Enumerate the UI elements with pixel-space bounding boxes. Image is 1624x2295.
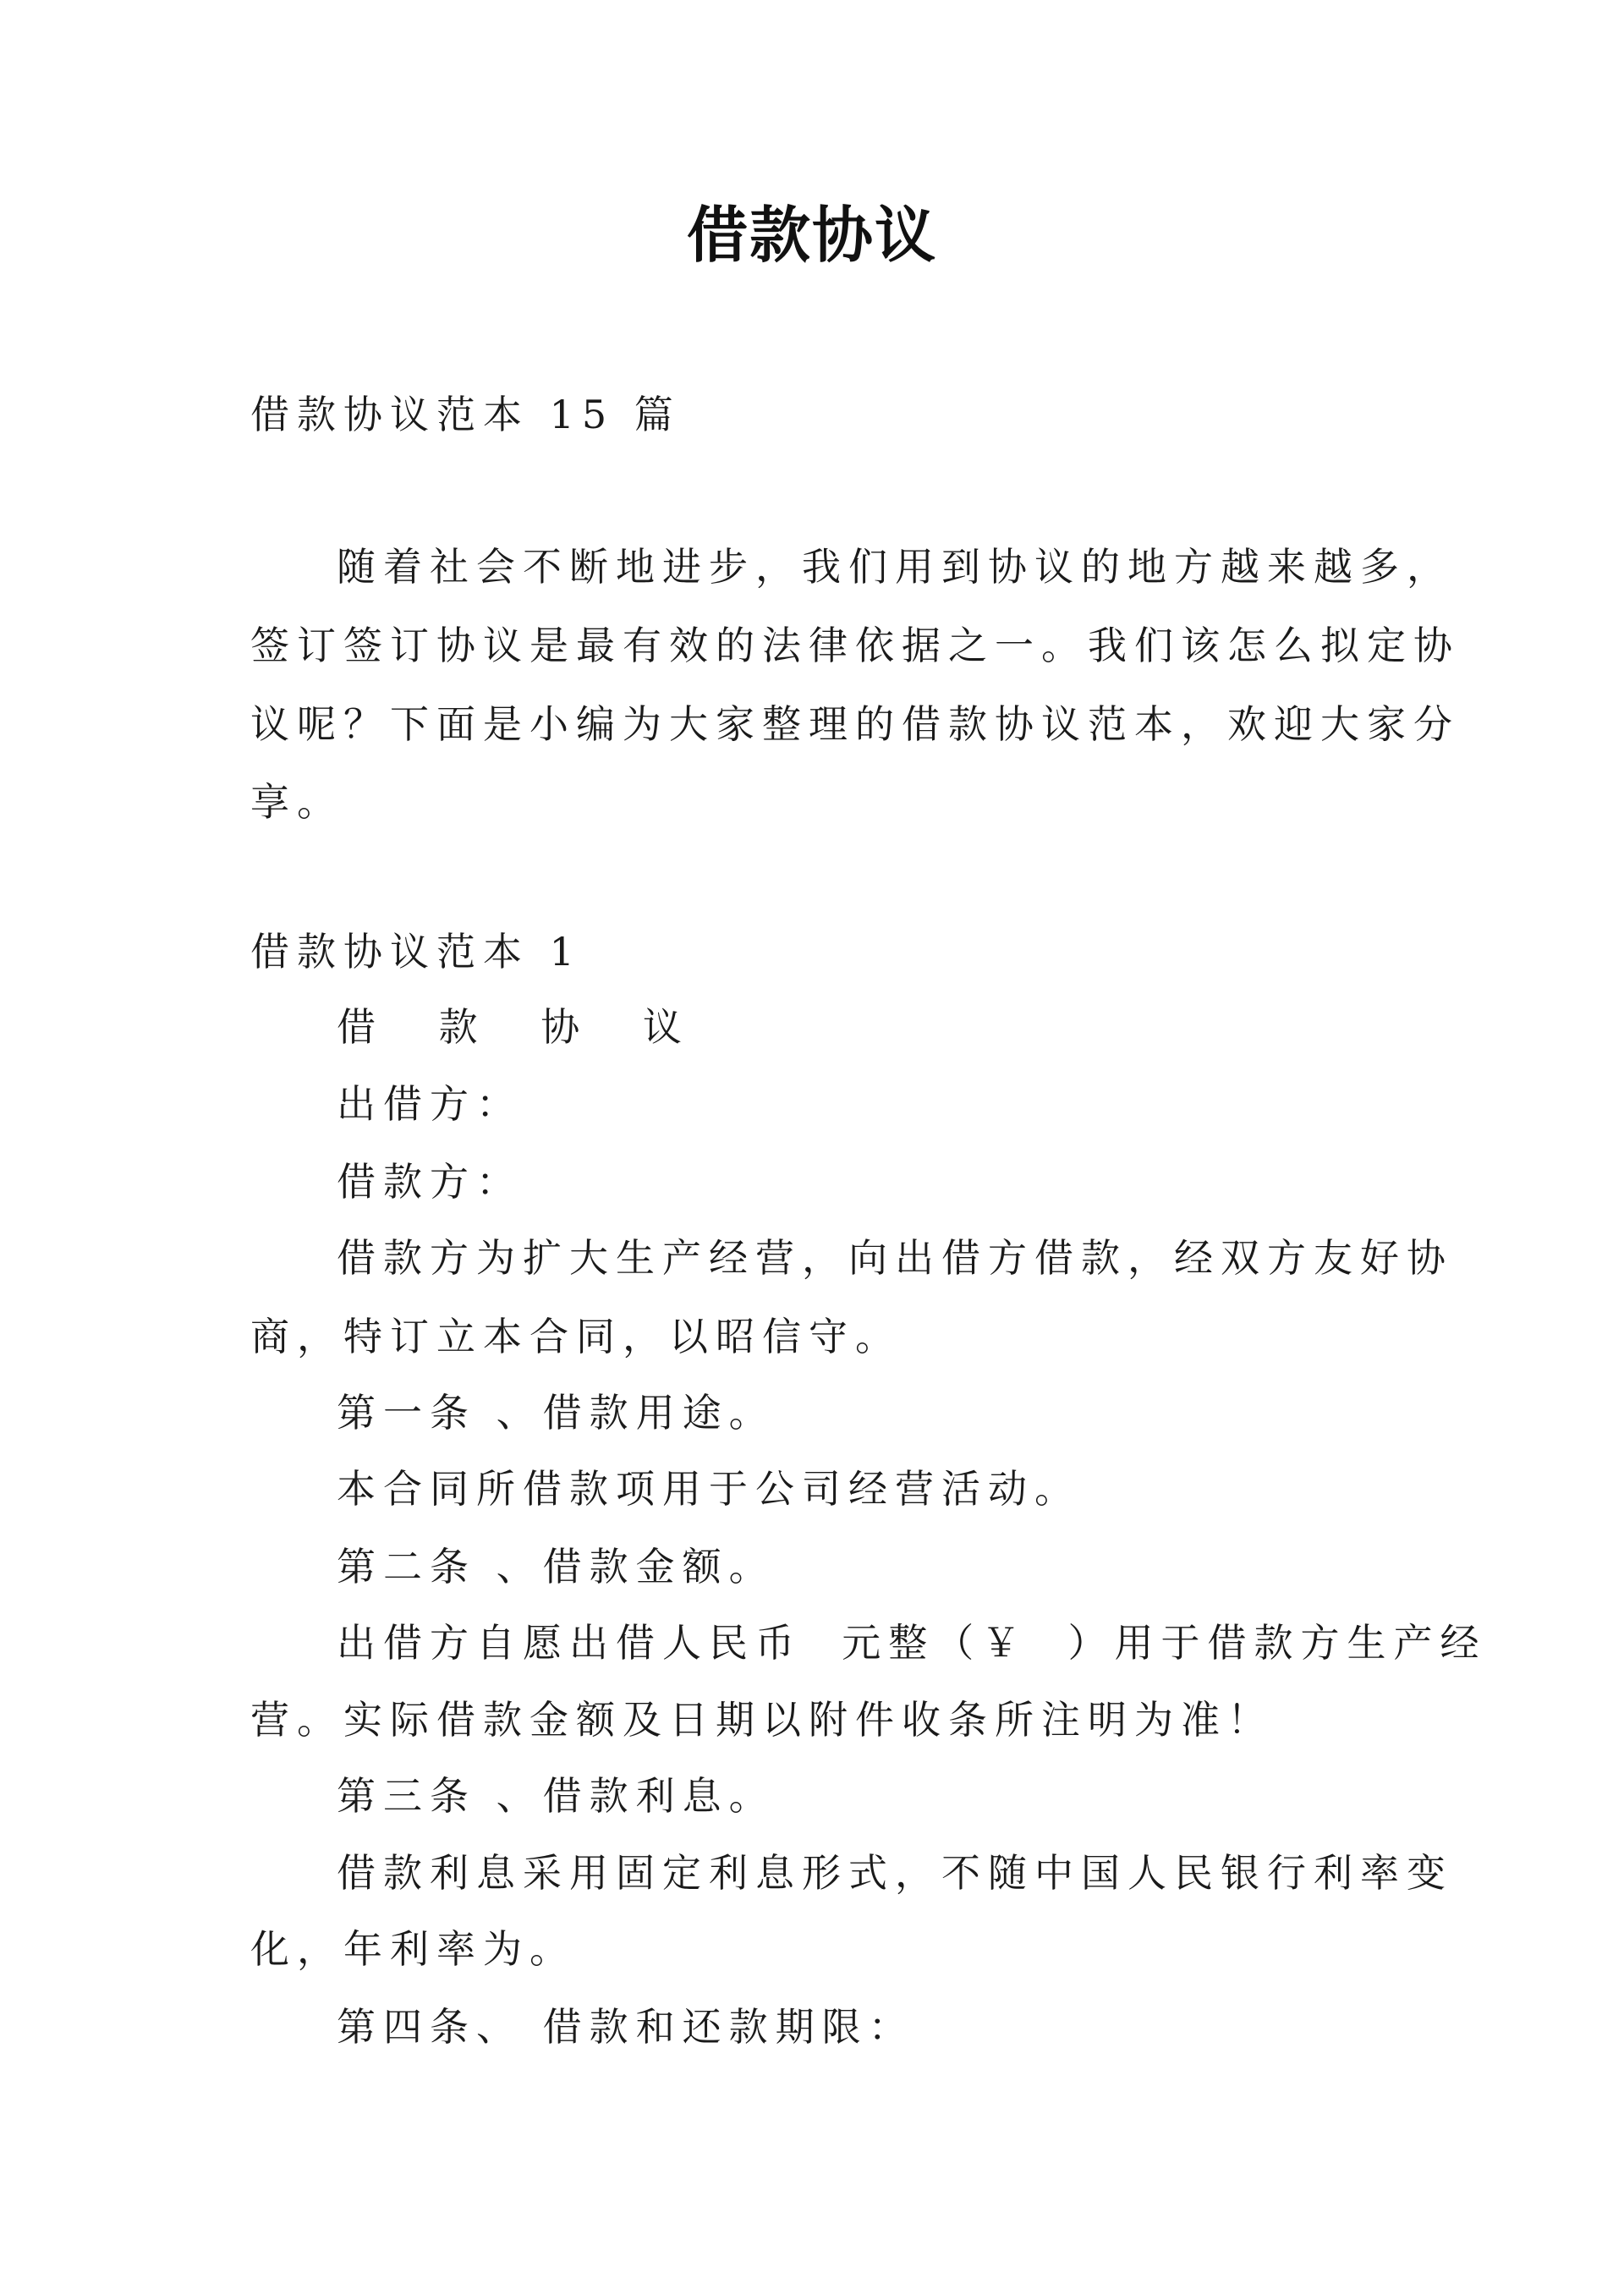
lender-label: 出借方： [337, 1081, 523, 1127]
article1-body: 本合同所借款项用于公司经营活动。 [337, 1466, 1081, 1512]
intro-line-1: 随着社会不断地进步，我们用到协议的地方越来越多， [337, 544, 1453, 590]
agreement-title: 借 款 协 议 [337, 1004, 707, 1050]
preamble-line-2: 商，特订立本合同，以昭信守。 [250, 1314, 902, 1359]
article1-heading: 第一条 、借款用途。 [337, 1390, 776, 1436]
document-subtitle: 借款协议范本 15 篇 [250, 392, 681, 437]
document-title: 借款协议 [686, 200, 937, 271]
borrower-label: 借款方： [337, 1159, 523, 1205]
intro-line-3: 议呢？下面是小编为大家整理的借款协议范本，欢迎大家分 [250, 701, 1460, 747]
article3-heading: 第三条 、借款利息。 [337, 1773, 776, 1819]
preamble-line-1: 借款方为扩大生产经营，向出借方借款，经双方友好协 [337, 1235, 1453, 1281]
article2-body-line-2: 营。实际借款金额及日期以附件收条所注明为准！ [250, 1697, 1274, 1743]
article3-body-line-2: 化，年利率为。 [250, 1926, 576, 1972]
article3-body-line-1: 借款利息采用固定利息形式，不随中国人民银行利率变 [337, 1850, 1453, 1896]
article2-heading: 第二条 、借款金额。 [337, 1544, 776, 1589]
intro-line-4: 享。 [250, 779, 343, 825]
section-heading: 借款协议范本 1 [250, 929, 582, 975]
intro-line-2: 签订签订协议是最有效的法律依据之一。我们该怎么拟定协 [250, 623, 1460, 668]
article4-heading: 第四条、 借款和还款期限： [337, 2004, 915, 2050]
article2-body-line-1: 出借方自愿出借人民币 元整（￥ ）用于借款方生产经 [337, 1620, 1487, 1666]
